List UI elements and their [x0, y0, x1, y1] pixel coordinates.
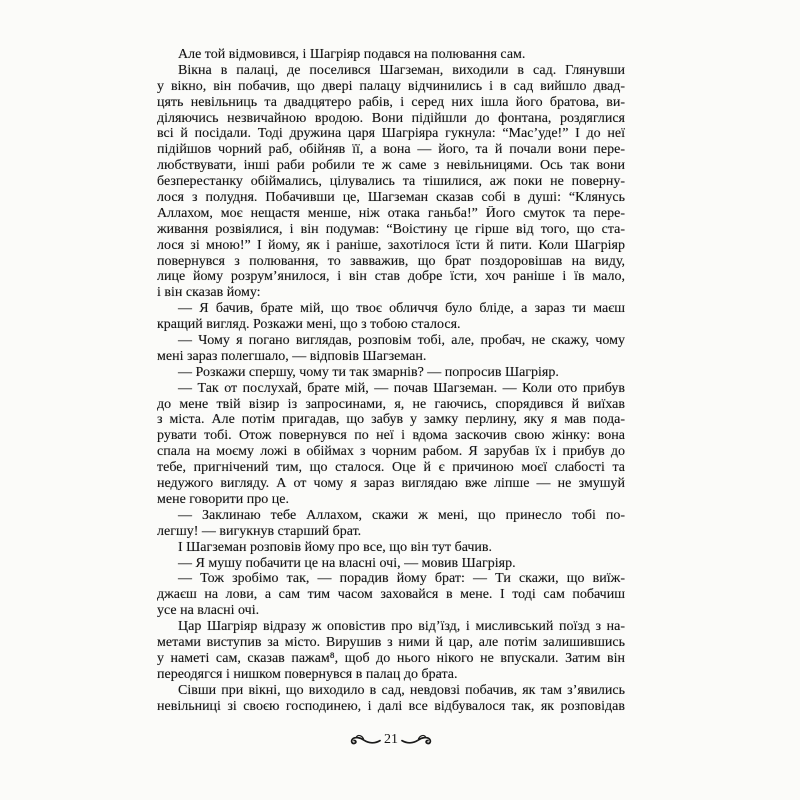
text-line: лице йому розрум’янилося, і він став добре їсти, хоч раніше і їв мало,	[157, 269, 625, 285]
text-line: рувати тобі. Отож повернувся по неї і вдома заскочив свою жінку: вона	[157, 428, 625, 444]
text-line: мене говорити про це.	[157, 491, 289, 507]
text-line: до мене твій візир із запросинами, я, не гаючись, спорядився й виїхав	[157, 396, 625, 412]
text-line: Вікна в палаці, де поселився Шагземан, виходили в сад. Глянувши	[178, 62, 625, 78]
page-footer	[341, 731, 441, 749]
text-line: невільниці зі своєю господинею, і далі все відбувалося так, як розповідав	[157, 698, 625, 714]
paragraph	[157, 683, 625, 715]
text-line: — Розкажи спершу, чому ти так змарнів? — попросив Шагріяр.	[178, 364, 559, 380]
body-text	[157, 47, 625, 714]
text-line: переодягся і нишком повернувся в палац до брата.	[157, 666, 458, 682]
text-line: тебе, пригнічений тим, що сталося. Оце й є причиною моєї слабості та	[157, 460, 625, 476]
text-line: діляючись незвичайною вродою. Вони підійшли до фонтана, роздяглися	[157, 110, 625, 126]
paragraph	[157, 381, 625, 508]
text-line: — Я бачив, брате мій, що твоє обличчя було бліде, а зараз ти маєш	[178, 301, 625, 317]
text-line: — Заклинаю тебе Аллахом, скажи ж мені, що принесло тобі по-	[178, 507, 625, 523]
text-line: легшу! — вигукнув старший брат.	[157, 523, 362, 539]
text-line: безперестанку обіймались, цілувались та тішилися, аж поки не поверну-	[157, 174, 625, 190]
text-line: Але той відмовився, і Шагріяр подався на полювання сам.	[178, 47, 526, 62]
text-line: мені зараз полегшало, — відповів Шагземан.	[157, 348, 427, 364]
flourish-left-icon	[349, 732, 381, 748]
text-line: Сівши при вікні, що виходило в сад, невдовзі побачив, як там з’явились	[178, 682, 625, 698]
text-line: підійшов чорний раб, обійняв її, а вона — його, та й почали вони пере-	[157, 142, 625, 158]
paragraph	[157, 556, 625, 572]
text-line: живання розвіялися, і він подумав: “Воістину це гірше від того, що ста-	[157, 221, 625, 237]
text-line: лося з полудня. Побачивши це, Шагземан сказав собі в душі: “Клянусь	[157, 190, 625, 206]
text-line: у наметі сам, сказав пажам⁸, щоб до нього нікого не впускали. Затим він	[157, 650, 625, 666]
text-line: — Я мушу побачити це на власні очі, — мовив Шагріяр.	[178, 555, 516, 571]
paragraph	[157, 365, 625, 381]
text-line: цять невільниць та двадцятеро рабів, і серед них ішла його братова, ви-	[157, 94, 625, 110]
text-line: спала на моєму ложі в обіймах з чорним рабом. Я зарубав їх і прибув до	[157, 444, 625, 460]
paragraph	[157, 619, 625, 683]
text-line: Аллахом, моє нещастя менше, ніж отака ганьба!” Його смуток та пере-	[157, 205, 625, 221]
text-line: — Так от послухай, брате мій, — почав Шагземан. — Коли ото прибув	[178, 380, 625, 396]
text-line: усе на власні очі.	[157, 603, 260, 619]
paragraph	[157, 508, 625, 540]
text-line: лося зі мною!” І йому, як і раніше, захотілося їсти й пити. Коли Шагріяр	[157, 237, 625, 253]
text-line: — Тож зробімо так, — порадив йому брат: — Ти скажи, що виїж-	[178, 571, 625, 587]
flourish-right-icon	[401, 732, 433, 748]
text-line: з міста. Але потім пригадав, що забув у замку перлину, яку я мав пода-	[157, 412, 625, 428]
text-line: метами виступив за місто. Вирушив з ними й цар, але потім залишившись	[157, 634, 625, 650]
paragraph	[157, 540, 625, 556]
text-line: Цар Шагріяр відразу ж оповістив про від’їзд, і мисливський поїзд з на-	[178, 619, 625, 635]
text-line: всі й посідали. Тоді дружина царя Шагріяра гукнула: “Мас’уде!” І до неї	[157, 126, 625, 142]
text-line: кращий вигляд. Розкажи мені, що з тобою сталося.	[157, 317, 461, 333]
paragraph	[157, 301, 625, 333]
paragraph	[157, 333, 625, 365]
paragraph	[157, 63, 625, 301]
text-line: І Шагземан розповів йому про все, що він тут бачив.	[178, 539, 493, 555]
text-line: джаєш на лови, а сам тим часом заховайся в мене. І тоді сам побачиш	[157, 587, 625, 603]
text-line: у вікно, він побачив, що двері палацу відчинились і в сад вийшло двад-	[157, 78, 625, 94]
text-line: повернувся з полювання, то завважив, що брат поздоровішав на виду,	[157, 253, 625, 269]
paragraph	[157, 47, 625, 63]
page-number: 21	[384, 732, 398, 747]
paragraph	[157, 571, 625, 619]
text-line: — Чому я погано виглядав, розповім тобі, але, пробач, не скажу, чому	[178, 333, 625, 349]
text-line: недужого вигляду. А от чому я зараз виглядаю вже ліпше — не змушуй	[157, 476, 625, 492]
text-line: любствувати, інші раби робили те ж саме з невільницями. Ось так вони	[157, 158, 625, 174]
text-line: і він сказав йому:	[157, 285, 261, 301]
